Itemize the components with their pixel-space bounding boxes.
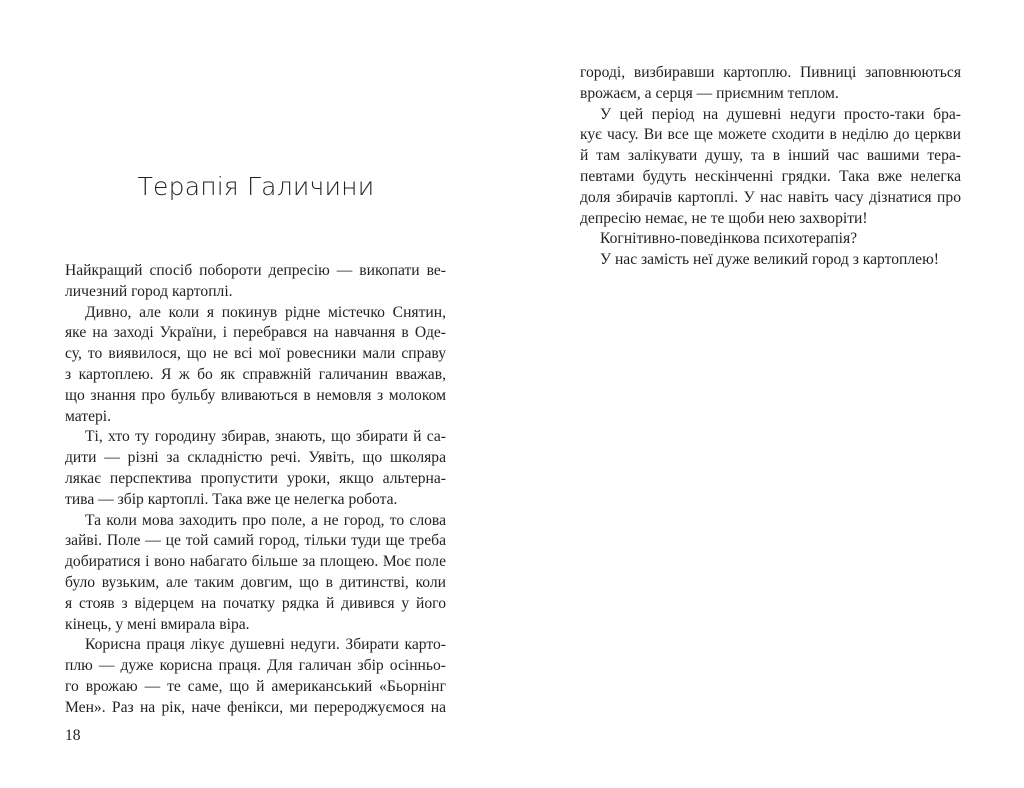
text-line: з картоплею. Я ж бо як справжній галичанин вважав, (65, 365, 446, 383)
paragraph (65, 635, 446, 718)
text-line: Найкращий спосіб побороти депресію — викопати ве- (65, 262, 446, 279)
text-line: У цей період на душевні недуги просто-таки бра- (600, 105, 961, 123)
right-page (512, 0, 1024, 788)
text-line: лякає перспектива пропустити уроки, якщо альтерна- (65, 469, 446, 487)
chapter-title: Терапія Галичини (137, 172, 375, 201)
text-line: дити — різні за складністю речі. Уявіть, що школяра (65, 449, 446, 467)
text-line: й там залікувати душу, та в інший час вашими тера- (580, 147, 961, 165)
text-line: яке на заході України, і перебрався на навчання в Оде- (65, 324, 446, 342)
paragraph (65, 261, 446, 303)
text-line: Дивно, але коли я покинув рідне містечко Снятин, (85, 303, 446, 321)
paragraph (580, 229, 961, 250)
text-line: Мен». Раз на рік, наче фенікси, ми перероджуємося на (65, 698, 446, 716)
text-line: го врожаю — те саме, що й американський «Бьорнінг (65, 677, 446, 695)
paragraph (65, 511, 446, 636)
body-text (65, 261, 446, 719)
text-line: матері. (65, 407, 112, 425)
text-line: кінець, у мені вмирала віра. (65, 615, 250, 633)
text-line: личезний город картоплі. (65, 282, 233, 300)
text-line: що знання про бульбу вливаються в немовля з молоком (65, 386, 446, 404)
paragraph (65, 427, 446, 510)
text-line: Корисна праця лікує душевні недуги. Збирати карто- (85, 636, 446, 654)
body-text (580, 63, 961, 271)
text-line: тива — збір картоплі. Така вже це нелегка робота. (65, 490, 398, 508)
paragraph (65, 303, 446, 428)
text-line: доля збирачів картоплі. У нас навіть часу дізнатися про (580, 188, 961, 206)
text-line: У нас замість неї дуже великий город з картоплею! (600, 251, 939, 269)
text-line: певтами будуть нескінченні грядки. Така вже нелегка (580, 167, 961, 185)
text-line: кує часу. Ви все ще можете сходити в неділю до церкви (580, 126, 961, 144)
paragraph (580, 105, 961, 230)
text-line: Когнітивно-поведінкова психотерапія? (600, 230, 858, 248)
text-line: добиратися і воно набагато більше за площею. Моє поле (65, 553, 446, 571)
text-line: городі, визбиравши картоплю. Пивниці заповнюються (580, 64, 961, 81)
text-line: було вузьким, але таким довгим, що в дитинстві, коли (65, 573, 446, 591)
paragraph (580, 250, 961, 271)
paragraph (580, 63, 961, 105)
text-line: я стояв з відерцем на початку рядка й дивився у його (65, 594, 446, 612)
text-line: врожаєм, а серця — приємним теплом. (580, 84, 839, 102)
text-line: плю — дуже корисна праця. Для галичан збір осінньо- (65, 657, 446, 675)
text-line: Та коли мова заходить про поле, а не город, то слова (85, 511, 446, 529)
text-line: Ті, хто ту городину збирав, знають, що збирати й са- (85, 428, 446, 446)
text-line: су, то виявилося, що не всі мої ровесники мали справу (65, 345, 446, 363)
text-line: зайві. Поле — це той самий город, тільки туди ще треба (65, 532, 446, 550)
page-number: 18 (65, 727, 81, 744)
text-line: депресію немає, не те щоби нею захворіти! (580, 209, 868, 227)
